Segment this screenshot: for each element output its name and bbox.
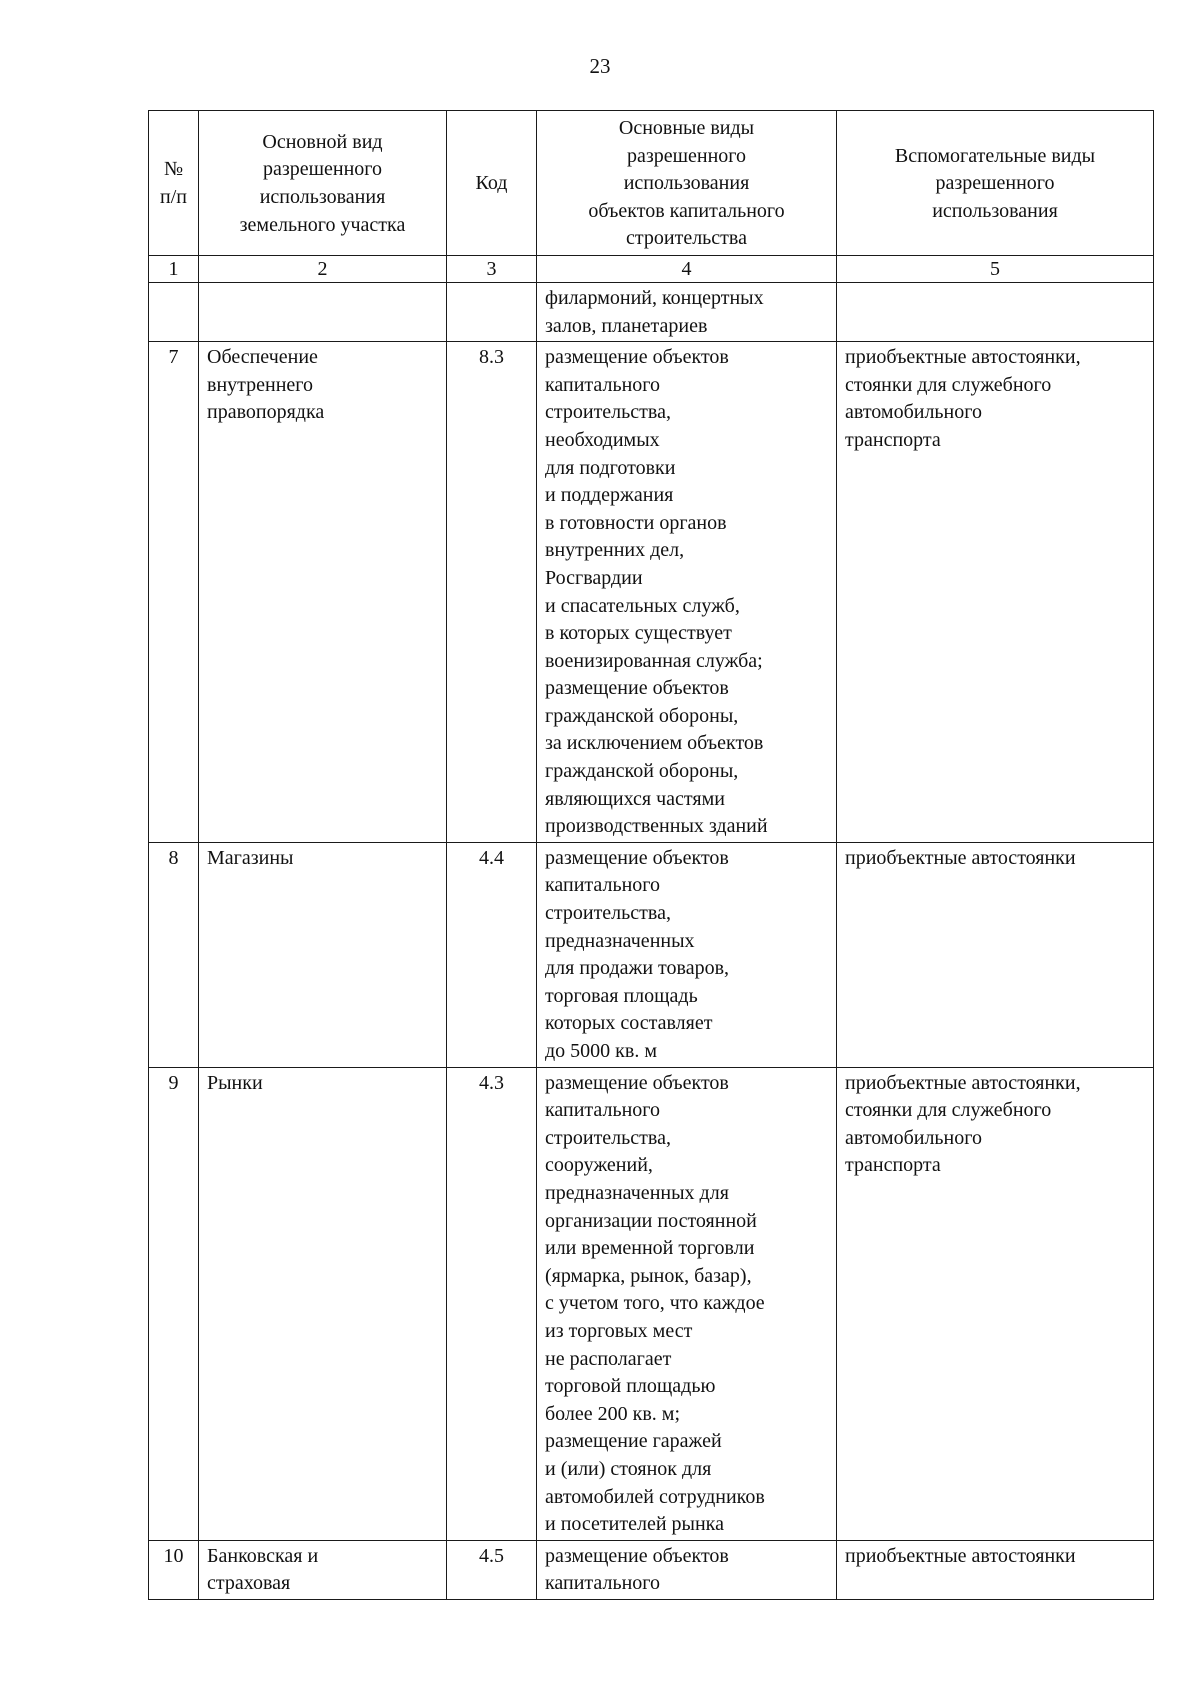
text-line: являющихся частями [545,787,725,810]
text-line: гражданской обороны, [545,760,739,783]
cell-main-use [199,282,447,341]
column-number: 2 [199,255,447,282]
text-line: строительства [626,227,747,250]
text-line: размещение объектов [545,346,729,369]
table-body [149,282,1154,1599]
cell-aux-uses [837,282,1154,341]
text-line: использования [259,185,386,208]
text-line: Росгвардии [545,566,643,589]
text-line: военизированная служба; [545,649,763,672]
column-number: 1 [149,255,199,282]
text-line: страховая [207,1572,291,1595]
text-line: использования [623,172,750,195]
text-line: Магазины [207,846,294,869]
cell-num: 9 [149,1067,199,1540]
text-line: приобъектные автостоянки [845,846,1076,869]
cell-capital-uses [537,1067,837,1540]
text-line: п/п [160,185,187,208]
text-line: автомобилей сотрудников [545,1485,765,1508]
text-line: Вспомогательные виды [894,144,1096,167]
text-line: Банковская и [207,1544,319,1567]
text-line: использования [932,199,1058,222]
text-line: в которых существует [545,622,732,645]
text-line: в готовности органов [545,511,727,534]
cell-aux-uses [837,1540,1154,1599]
column-number: 3 [447,255,537,282]
cell-num: 10 [149,1540,199,1599]
text-line: капитального [545,874,660,897]
column-number: 4 [537,255,837,282]
text-line: стоянки для служебного [845,373,1052,396]
table-row [149,342,1154,843]
cell-main-use [199,1540,447,1599]
permitted-use-table [148,110,1154,1600]
text-line: размещение объектов [545,1071,729,1094]
text-line: капитального [545,1572,660,1595]
cell-main-use [199,842,447,1067]
header-num [149,111,199,256]
text-line: не располагает [545,1347,672,1370]
header-aux-uses [837,111,1154,256]
text-line: гражданской обороны, [545,704,739,727]
text-line: автомобильного [845,401,982,424]
text-line: стоянки для служебного [845,1099,1052,1122]
text-line: Код [475,172,508,195]
cell-code: 4.5 [447,1540,537,1599]
text-line: сооружений, [545,1154,653,1177]
text-line: приобъектные автостоянки, [845,346,1081,369]
text-line: размещение объектов [545,846,729,869]
cell-code: 8.3 [447,342,537,843]
text-line: производственных зданий [545,815,768,838]
text-line: Обеспечение [207,346,318,369]
table-row [149,842,1154,1067]
cell-code [447,282,537,341]
header-capital-uses [537,111,837,256]
text-line: строительства, [545,1126,671,1149]
cell-aux-uses [837,842,1154,1067]
text-line: за исключением объектов [545,732,764,755]
text-line: Основные виды [618,117,755,139]
text-line: и (или) стоянок для [545,1457,712,1480]
text-line: строительства, [545,401,671,424]
text-line: (ярмарка, рынок, базар), [545,1264,752,1287]
text-line: внутреннего [207,373,313,396]
text-line: которых составляет [545,1012,713,1035]
text-line: размещение объектов [545,677,729,700]
text-line: более 200 кв. м; [545,1402,681,1425]
table-row [149,282,1154,341]
text-line: капитального [545,373,660,396]
text-line: с учетом того, что каждое [545,1292,765,1315]
text-line: транспорта [845,428,941,451]
text-line: разрешенного [935,172,1055,195]
text-line: для продажи товаров, [545,957,730,980]
text-line: необходимых [545,428,660,451]
text-line: внутренних дел, [545,539,685,562]
text-line: до 5000 кв. м [545,1040,657,1062]
cell-capital-uses [537,282,837,341]
cell-code: 4.3 [447,1067,537,1540]
text-line: объектов капитального [588,199,785,222]
header-code [447,111,537,256]
cell-code: 4.4 [447,842,537,1067]
cell-num [149,282,199,341]
text-line: разрешенного [262,158,383,181]
text-line: и спасательных служб, [545,594,740,617]
text-line: строительства, [545,902,671,925]
text-line: транспорта [845,1154,941,1177]
table-row [149,1067,1154,1540]
text-line: торговой площадью [545,1375,716,1398]
text-line: из торговых мест [545,1319,693,1342]
cell-capital-uses [537,842,837,1067]
text-line: правопорядка [207,401,325,424]
text-line: автомобильного [845,1126,982,1149]
text-line: и посетителей рынка [545,1513,724,1536]
cell-capital-uses [537,342,837,843]
text-line: и поддержания [545,484,674,507]
page-number: 23 [589,54,611,78]
table-row [149,1540,1154,1599]
text-line: Основной вид [262,130,383,153]
cell-aux-uses [837,1067,1154,1540]
text-line: разрешенного [626,144,747,167]
text-line: торговая площадь [545,984,698,1007]
text-line: предназначенных для [545,1181,729,1204]
text-line: предназначенных [545,929,695,952]
cell-aux-uses [837,342,1154,843]
text-line: земельного участка [239,213,406,236]
header-main-use [199,111,447,256]
text-line: залов, планетариев [545,314,708,337]
column-number-row [149,255,1154,282]
cell-main-use [199,342,447,843]
text-line: приобъектные автостоянки [845,1544,1076,1567]
text-line: Рынки [207,1071,263,1094]
column-number: 5 [837,255,1154,282]
cell-main-use [199,1067,447,1540]
text-line: капитального [545,1099,660,1122]
text-line: организации постоянной [545,1209,757,1232]
text-line: № [163,158,184,181]
text-line: приобъектные автостоянки, [845,1071,1081,1094]
text-line: размещение объектов [545,1544,729,1567]
cell-capital-uses [537,1540,837,1599]
text-line: филармоний, концертных [545,286,764,309]
text-line: размещение гаражей [545,1430,722,1453]
cell-num: 7 [149,342,199,843]
text-line: для подготовки [545,456,676,479]
header-row [149,111,1154,256]
text-line: или временной торговли [545,1237,755,1260]
cell-num: 8 [149,842,199,1067]
